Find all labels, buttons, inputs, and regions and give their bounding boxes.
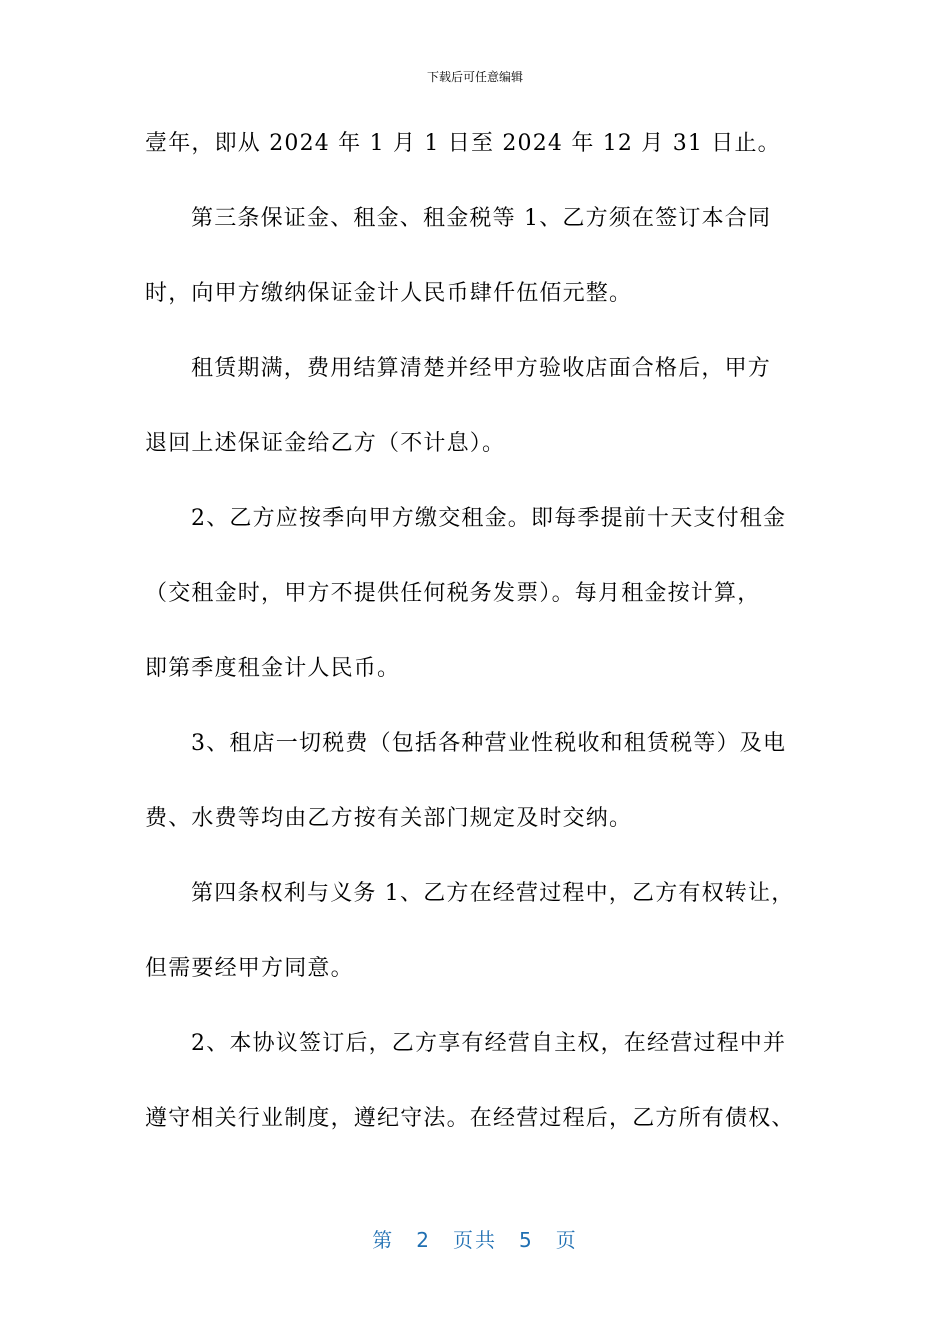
footer-total-pages: 5 xyxy=(519,1228,534,1252)
paragraph-line: 费、水费等均由乙方按有关部门规定及时交纳。 xyxy=(145,806,633,831)
footer-prefix: 第 xyxy=(372,1228,395,1252)
paragraph-line: 2、乙方应按季向甲方缴交租金。即每季提前十天支付租金 xyxy=(191,506,787,531)
paragraph-line: 壹年，即从 2024 年 1 月 1 日至 2024 年 12 月 31 日止。 xyxy=(145,131,781,156)
page-footer xyxy=(0,1224,950,1253)
page-header: 下载后可任意编辑 xyxy=(426,70,523,84)
paragraph-line: 3、租店一切税费（包括各种营业性税收和租赁税等）及电 xyxy=(191,731,787,756)
paragraph-line: 即第季度租金计人民币。 xyxy=(145,656,401,681)
paragraph-line: 时，向甲方缴纳保证金计人民币肆仟伍佰元整。 xyxy=(145,281,633,306)
paragraph-line: 退回上述保证金给乙方（不计息）。 xyxy=(145,431,506,456)
footer-middle: 页共 xyxy=(453,1228,497,1252)
footer-current-page: 2 xyxy=(416,1228,431,1252)
paragraph-line: （交租金时，甲方不提供任何税务发票）。每月租金按计算， xyxy=(145,581,761,606)
paragraph-line: 第四条权利与义务 1、乙方在经营过程中，乙方有权转让， xyxy=(191,881,795,906)
paragraph-line: 但需要经甲方同意。 xyxy=(145,956,354,981)
footer-suffix: 页 xyxy=(555,1228,578,1252)
paragraph-line: 租赁期满，费用结算清楚并经甲方验收店面合格后，甲方 xyxy=(191,356,772,381)
paragraph-line: 遵守相关行业制度，遵纪守法。在经营过程后，乙方所有债权、 xyxy=(145,1106,795,1131)
paragraph-line: 2、本协议签订后，乙方享有经营自主权，在经营过程中并 xyxy=(191,1031,787,1056)
paragraph-line: 第三条保证金、租金、租金税等 1、乙方须在签订本合同 xyxy=(191,206,772,231)
